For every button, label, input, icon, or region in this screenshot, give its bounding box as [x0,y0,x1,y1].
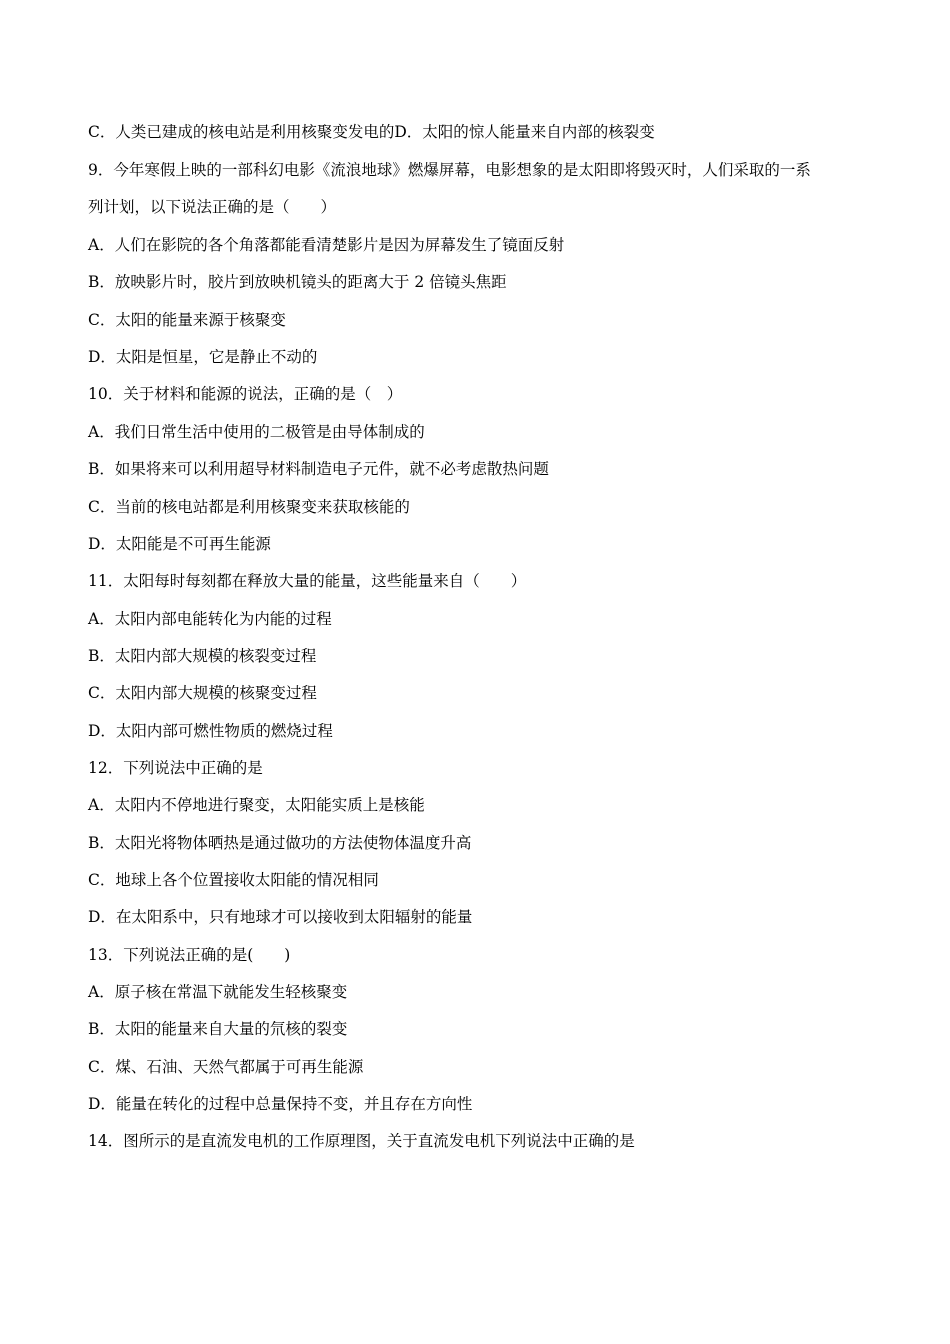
q10-option-a: A．我们日常生活中使用的二极管是由导体制成的 [88,423,425,441]
q10-stem: 10．关于材料和能源的说法，正确的是（ ） [88,385,403,403]
q13-option-b: B．太阳的能量来自大量的氘核的裂变 [88,1020,348,1038]
q10-option-d: D．太阳能是不可再生能源 [88,535,271,553]
q12-stem: 12．下列说法中正确的是 [88,759,263,777]
q9-option-c: C．太阳的能量来源于核聚变 [88,311,286,329]
q14-stem: 14．图所示的是直流发电机的工作原理图，关于直流发电机下列说法中正确的是 [88,1132,635,1150]
q12-option-a: A．太阳内不停地进行聚变，太阳能实质上是核能 [88,796,425,814]
q9-stem-line1: 9．今年寒假上映的一部科幻电影《流浪地球》燃爆屏幕，电影想象的是太阳即将毁灭时，人们采取的一系 [88,161,811,179]
q13-option-d: D．能量在转化的过程中总量保持不变，并且存在方向性 [88,1095,473,1113]
q11-option-d: D．太阳内部可燃性物质的燃烧过程 [88,722,333,740]
q10-option-b: B．如果将来可以利用超导材料制造电子元件，就不必考虑散热问题 [88,460,549,478]
q9-stem-line2: 列计划，以下说法正确的是（ ） [88,198,337,216]
q13-option-a: A．原子核在常温下就能发生轻核聚变 [88,983,348,1001]
q12-option-d: D．在太阳系中，只有地球才可以接收到太阳辐射的能量 [88,908,473,926]
q11-option-a: A．太阳内部电能转化为内能的过程 [88,610,332,628]
q11-stem: 11．太阳每时每刻都在释放大量的能量，这些能量来自（ ） [88,572,527,590]
q9-option-d: D．太阳是恒星，它是静止不动的 [88,348,318,366]
q10-option-c: C．当前的核电站都是利用核聚变来获取核能的 [88,498,410,516]
q12-option-b: B．太阳光将物体晒热是通过做功的方法使物体温度升高 [88,834,472,852]
q9-option-a: A．人们在影院的各个角落都能看清楚影片是因为屏幕发生了镜面反射 [88,236,565,254]
q11-option-c: C．太阳内部大规模的核聚变过程 [88,684,317,702]
q9-option-b: B．放映影片时，胶片到放映机镜头的距离大于 2 倍镜头焦距 [88,273,507,291]
q13-stem: 13．下列说法正确的是( ) [88,946,291,964]
q12-option-c: C．地球上各个位置接收太阳能的情况相同 [88,871,379,889]
q8-option-cd: C．人类已建成的核电站是利用核聚变发电的D．太阳的惊人能量来自内部的核裂变 [88,123,655,141]
q13-option-c: C．煤、石油、天然气都属于可再生能源 [88,1058,364,1076]
q11-option-b: B．太阳内部大规模的核裂变过程 [88,647,317,665]
